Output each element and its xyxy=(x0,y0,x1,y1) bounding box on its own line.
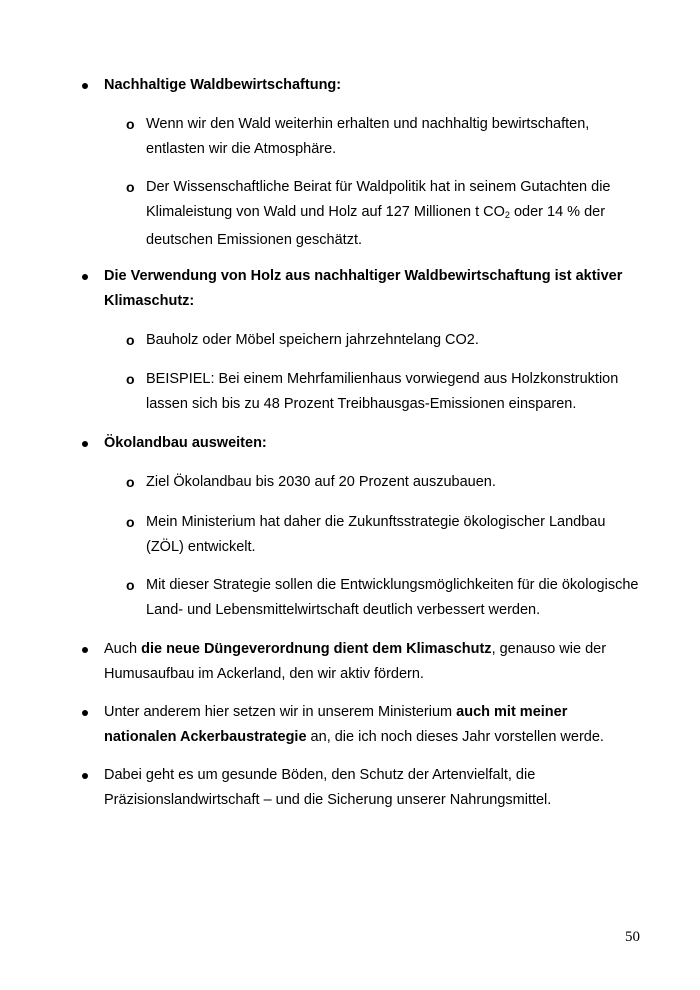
bullet-icon xyxy=(82,83,88,89)
bullet-item xyxy=(82,431,642,456)
sub-item xyxy=(126,470,646,495)
sub-item xyxy=(126,112,646,162)
sub-item-text: Mit dieser Strategie sollen die Entwicklungsmöglichkeiten für die ökologische Land- und Lebensmittelwirtschaft deutlich verbessert werden. xyxy=(146,577,639,618)
bullet-item xyxy=(82,264,642,314)
bullet-item xyxy=(82,637,642,687)
sub-item-text: Der Wissenschaftliche Beirat für Waldpolitik hat in seinem Gutachten die Klimaleistung von Wald und Holz auf 127 Millionen t $CO_2$ oder 14 % der deutschen Emissionen geschätzt. xyxy=(146,179,611,248)
bullet-icon xyxy=(82,773,88,779)
sub-item xyxy=(126,328,646,353)
bullet-text: Unter anderem hier setzen wir in unserem Ministerium auch mit meiner nationalen Ackerbaustrategie an, die ich noch dieses Jahr vorstellen werde. xyxy=(104,704,604,745)
sub-bullet-icon: o xyxy=(126,179,135,195)
bullet-heading: Ökolandbau ausweiten: xyxy=(104,435,267,451)
sub-item-text: BEISPIEL: Bei einem Mehrfamilienhaus vorwiegend aus Holzkonstruktion lassen sich bis zu 48 Prozent Treibhausgas-Emissionen einsparen. xyxy=(146,371,619,412)
sub-bullet-icon: o xyxy=(126,474,135,490)
bullet-item xyxy=(82,73,642,98)
sub-item-text: Bauholz oder Möbel speichern jahrzehntelang CO2. xyxy=(146,332,479,348)
bullet-heading: Nachhaltige Waldbewirtschaftung: xyxy=(104,77,342,93)
bullet-icon xyxy=(82,441,88,447)
bullet-icon xyxy=(82,647,88,653)
bullet-text: Dabei geht es um gesunde Böden, den Schutz der Artenvielfalt, die Präzisionslandwirtschaft – und die Sicherung unserer Nahrungsmittel. xyxy=(104,767,552,808)
sub-item-text: Mein Ministerium hat daher die Zukunftsstrategie ökologischer Landbau (ZÖL) entwickelt. xyxy=(146,514,606,555)
sub-bullet-icon: o xyxy=(126,371,135,387)
bullet-item xyxy=(82,700,642,750)
bullet-heading: Die Verwendung von Holz aus nachhaltiger Waldbewirtschaftung ist aktiver Klimaschutz: xyxy=(104,268,623,309)
sub-bullet-icon: o xyxy=(126,332,135,348)
sub-bullet-icon: o xyxy=(126,577,135,593)
bullet-icon xyxy=(82,274,88,280)
sub-item xyxy=(126,367,646,417)
bullet-text: Auch die neue Düngeverordnung dient dem Klimaschutz, genauso wie der Humusaufbau im Ackerland, den wir aktiv fördern. xyxy=(104,641,607,682)
sub-item xyxy=(126,175,646,253)
bullet-item xyxy=(82,763,642,813)
sub-item xyxy=(126,573,646,623)
sub-item-text: Ziel Ökolandbau bis 2030 auf 20 Prozent auszubauen. xyxy=(146,474,496,490)
page-number: 50 xyxy=(625,929,640,945)
sub-item xyxy=(126,510,646,560)
sub-bullet-icon: o xyxy=(126,514,135,530)
bullet-icon xyxy=(82,710,88,716)
sub-item-text: Wenn wir den Wald weiterhin erhalten und nachhaltig bewirtschaften, entlasten wir die Atmosphäre. xyxy=(146,116,590,157)
sub-bullet-icon: o xyxy=(126,116,135,132)
